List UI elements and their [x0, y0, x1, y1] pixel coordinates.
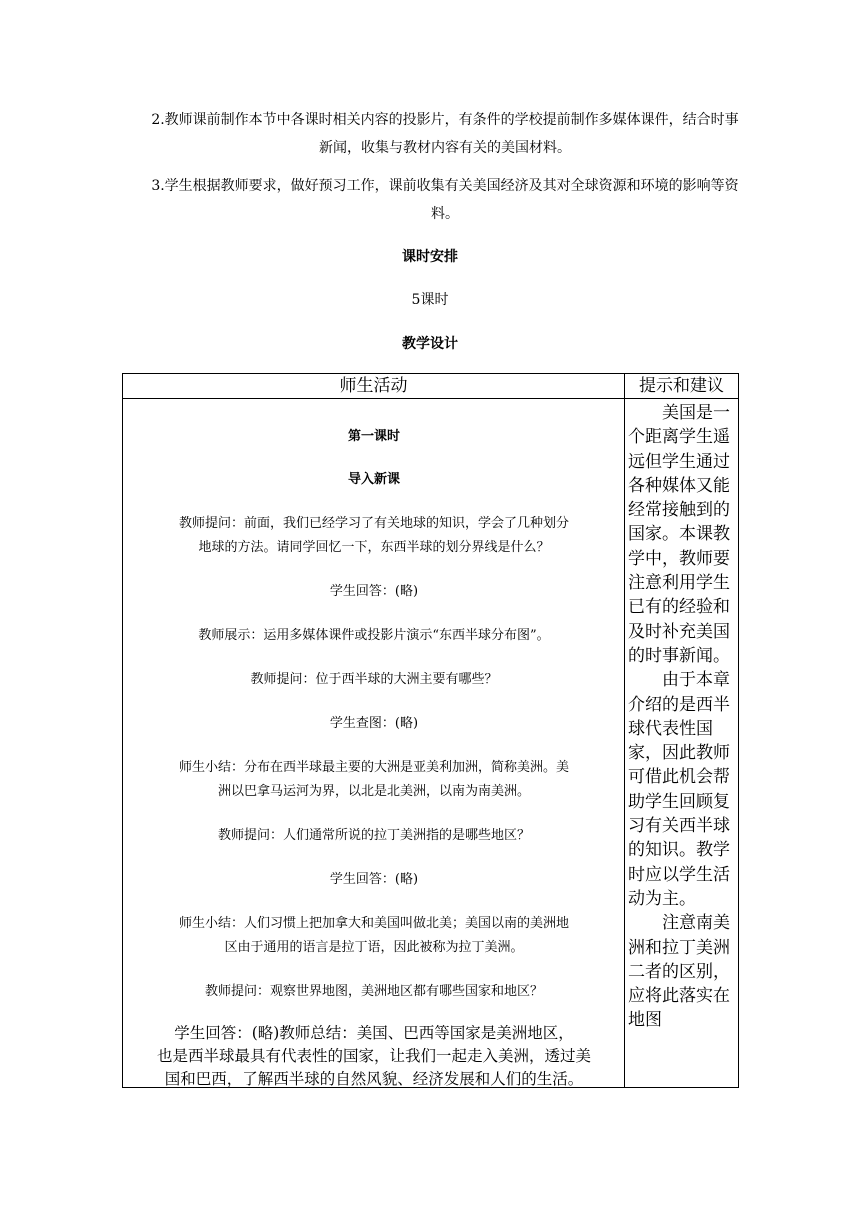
schedule-heading: 课时安排: [402, 249, 458, 265]
intro-item-3: 3.学生根据教师要求，做好预习工作，课前收集有关美国经济及其对全球资源和环境的影响等资料。: [151, 178, 739, 222]
question-4: 教师提问：观察世界地图，美洲地区都有哪些国家和地区？: [204, 984, 543, 999]
activities-cell: [123, 399, 625, 1088]
note-3: 注意南美洲和拉丁美洲二者的区别，应将此落实在地图: [628, 913, 730, 1031]
lesson-table: [122, 373, 739, 1088]
lesson-title: 第一课时: [347, 429, 400, 444]
note-2: 由于本章介绍的是西半球代表性国家，因此教师可借此机会帮助学生回顾复习有关西半球的知识。教学时应以学生活动为主。: [628, 670, 730, 909]
table-row: [123, 399, 739, 1088]
table-header-row: [123, 374, 739, 399]
question-1-line-2: 地球的方法。请同学回忆一下，东西半球的划分界线是什么？: [198, 540, 550, 555]
answer-2: 学生查图：(略): [329, 716, 419, 731]
summary-2-line-1: 师生小结：人们习惯上把加拿大和美国叫做北美；美国以南的美洲地: [178, 916, 569, 931]
question-2: 教师提问：位于西半球的大洲主要有哪些？: [250, 672, 498, 687]
intro-item-2: 2.教师课前制作本节中各课时相关内容的投影片，有条件的学校提前制作多媒体课件，结合时事新闻，收集与教材内容有关的美国材料。: [151, 112, 739, 156]
question-3: 教师提问：人们通常所说的拉丁美洲指的是哪些地区？: [217, 828, 530, 843]
note-1: 美国是一个距离学生遥远但学生通过各种媒体又能经常接触到的国家。本课教学中，教师要注意利用学生已有的经验和及时补充美国的时事新闻。: [628, 403, 730, 666]
summary-1-line-1: 师生小结：分布在西半球最主要的大洲是亚美利加洲，简称美洲。美: [178, 760, 569, 775]
section-title: 导入新课: [347, 472, 400, 487]
schedule-value: 5课时: [411, 292, 449, 308]
final-line-1: 学生回答：(略)教师总结：美国、巴西等国家是美洲地区，: [174, 1024, 574, 1042]
design-heading: 教学设计: [402, 336, 458, 352]
summary-1-line-2: 洲以巴拿马运河为界，以北是北美洲，以南为南美洲。: [217, 784, 530, 799]
final-line-2: 也是西半球最具有代表性的国家，让我们一起走入美洲，透过美: [156, 1047, 591, 1065]
suggestions-cell: [625, 399, 739, 1088]
header-activities: 师生活动: [123, 374, 625, 399]
summary-2-line-2: 区由于通用的语言是拉丁语，因此被称为拉丁美洲。: [224, 940, 524, 955]
final-line-3: 国和巴西，了解西半球的自然风貌、经济发展和人们的生活。: [164, 1070, 584, 1088]
header-suggestions: 提示和建议: [625, 374, 739, 399]
answer-3: 学生回答：(略): [329, 872, 419, 887]
question-1-line-1: 教师提问：前面，我们已经学习了有关地球的知识，学会了几种划分: [178, 516, 569, 531]
suggestions-content: [625, 399, 738, 1033]
answer-1: 学生回答：(略): [329, 584, 419, 599]
teacher-show: 教师展示：运用多媒体课件或投影片演示“东西半球分布图”。: [198, 628, 550, 643]
